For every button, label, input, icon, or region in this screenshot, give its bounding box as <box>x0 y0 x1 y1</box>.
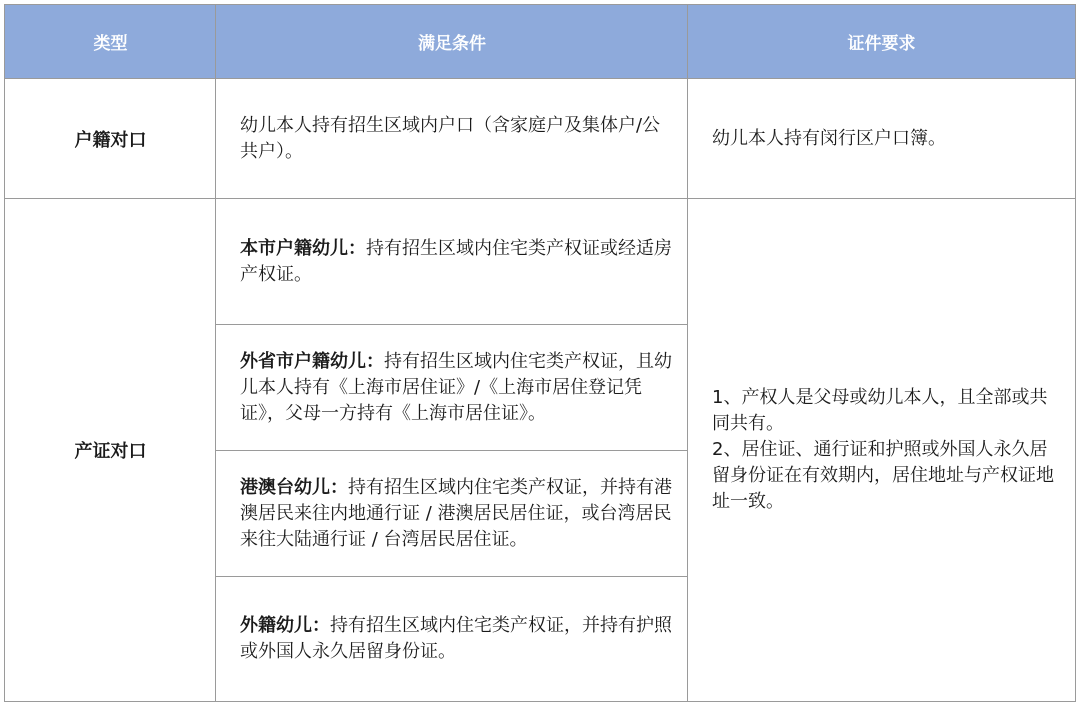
header-condition <box>216 5 688 79</box>
requirement-cell <box>688 199 1075 701</box>
condition-cell <box>216 577 688 701</box>
requirement-item: 2、居住证、通行证和护照或外国人永久居留身份证在有效期内，居住地址与产权证地址一致。 <box>712 439 1054 512</box>
header-type <box>5 5 216 79</box>
table-row-type <box>5 79 216 199</box>
condition-text: 幼儿本人持有招生区域内户口（含家庭户及集体户/公共户）。 <box>240 115 661 162</box>
condition-cell <box>216 199 688 325</box>
header-requirement-label: 证件要求 <box>847 34 916 54</box>
table-row-type <box>5 199 216 701</box>
condition-cell <box>216 79 688 199</box>
header-type-label: 类型 <box>93 34 128 54</box>
requirement-text: 幼儿本人持有闵行区户口簿。 <box>712 128 946 149</box>
condition-cell <box>216 451 688 577</box>
condition-text: 持有招生区域内住宅类产权证，且幼儿本人持有《上海市居住证》/《上海市居住登记凭证》，父母一方持有《上海市居住证》。 <box>240 351 672 424</box>
requirement-cell <box>688 79 1075 199</box>
condition-cell <box>216 325 688 451</box>
row-type-label: 产证对口 <box>74 441 147 462</box>
condition-lead: 外省市户籍幼儿： <box>240 351 384 372</box>
condition-text: 持有招生区域内住宅类产权证，并持有护照或外国人永久居留身份证。 <box>240 615 672 662</box>
condition-lead: 外籍幼儿： <box>240 615 330 636</box>
condition-lead: 港澳台幼儿： <box>240 477 348 498</box>
policy-table <box>4 4 1076 702</box>
header-requirement <box>688 5 1075 79</box>
header-condition-label: 满足条件 <box>418 34 486 54</box>
row-type-label: 户籍对口 <box>74 130 147 151</box>
condition-text: 持有招生区域内住宅类产权证，并持有港澳居民来往内地通行证 / 港澳居民居住证，或台湾居民来往大陆通行证 / 台湾居民居住证。 <box>240 477 672 550</box>
requirement-item: 1、产权人是父母或幼儿本人，且全部或共同共有。 <box>712 387 1048 434</box>
condition-text: 持有招生区域内住宅类产权证或经适房产权证。 <box>240 238 672 285</box>
condition-lead: 本市户籍幼儿： <box>240 238 366 259</box>
